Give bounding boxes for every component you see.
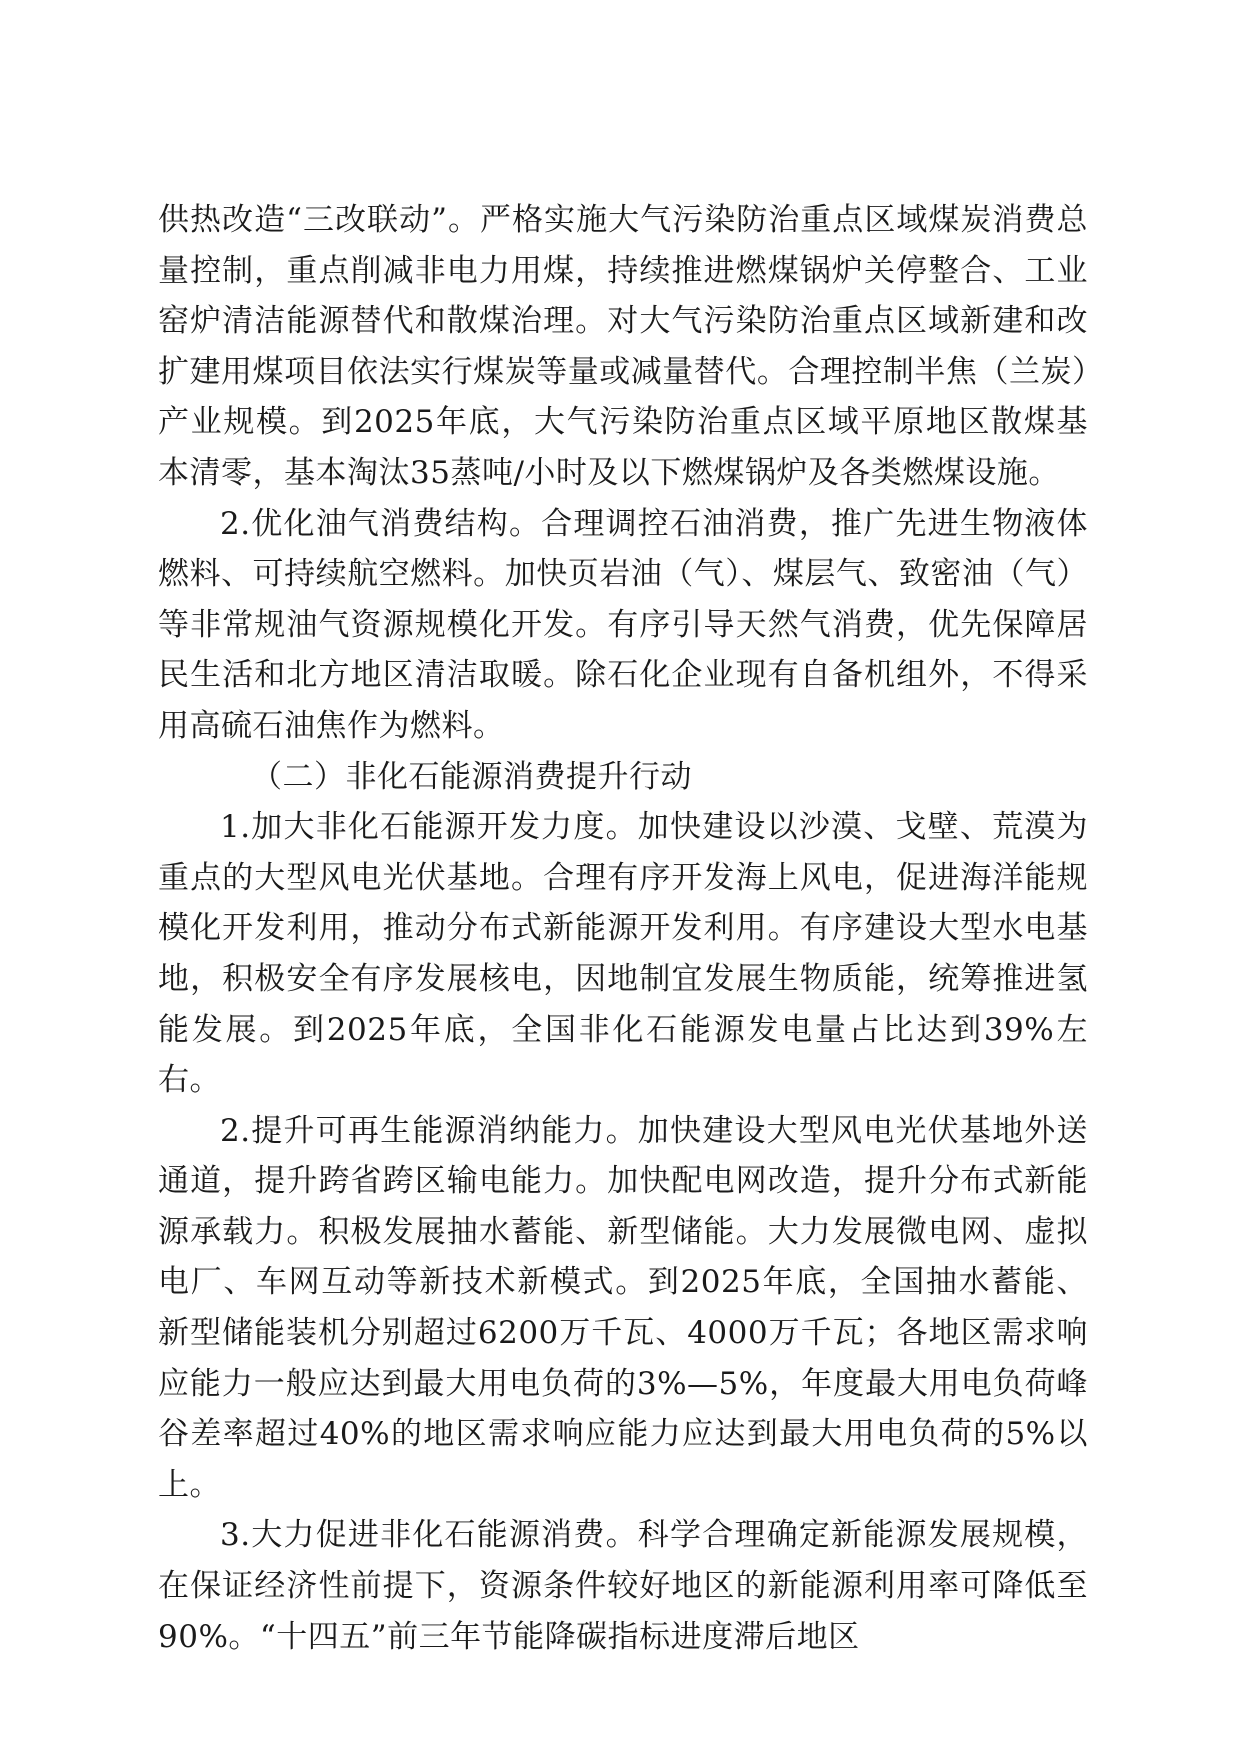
document-body [158,195,1088,1662]
paragraph-renewable-absorption: 2.提升可再生能源消纳能力。加快建设大型风电光伏基地外送通道，提升跨省跨区输电能力。加快配电网改造，提升分布式新能源承载力。积极发展抽水蓄能、新型储能。大力发展微电网、虚拟电厂、车网互动等新技术新模式。到2025年底，全国抽水蓄能、新型储能装机分别超过6200万千瓦、4000万千瓦；各地区需求响应能力一般应达到最大用电负荷的3%—5%，年度最大用电负荷峰谷差率超过40%的地区需求响应能力应达到最大用电负荷的5%以上。 [158,1112,1088,1503]
paragraph-coal-control: 供热改造“三改联动”。严格实施大气污染防治重点区域煤炭消费总量控制，重点削减非电力用煤，持续推进燃煤锅炉关停整合、工业窑炉清洁能源替代和散煤治理。对大气污染防治重点区域新建和改扩建用煤项目依法实行煤炭等量或减量替代。合理控制半焦（兰炭）产业规模。到2025年底，大气污染防治重点区域平原地区散煤基本清零，基本淘汰35蒸吨/小时及以下燃煤锅炉及各类燃煤设施。 [158,202,1088,491]
paragraph-non-fossil-consumption: 3.大力促进非化石能源消费。科学合理确定新能源发展规模，在保证经济性前提下，资源条件较好地区的新能源利用率可降低至90%。“十四五”前三年节能降碳指标进度滞后地区 [158,1517,1088,1655]
paragraph-oil-gas-structure: 2.优化油气消费结构。合理调控石油消费，推广先进生物液体燃料、可持续航空燃料。加快页岩油（气）、煤层气、致密油（气）等非常规油气资源规模化开发。有序引导天然气消费，优先保障居民生活和北方地区清洁取暖。除石化企业现有自备机组外，不得采用高硫石油焦作为燃料。 [158,505,1088,744]
paragraph-non-fossil-development: 1.加大非化石能源开发力度。加快建设以沙漠、戈壁、荒漠为重点的大型风电光伏基地。合理有序开发海上风电，促进海洋能规模化开发利用，推动分布式新能源开发利用。有序建设大型水电基地，积极安全有序发展核电，因地制宜发展生物质能，统筹推进氢能发展。到2025年底，全国非化石能源发电量占比达到39%左右。 [158,809,1088,1099]
section-heading-non-fossil: （二）非化石能源消费提升行动 [251,758,692,795]
